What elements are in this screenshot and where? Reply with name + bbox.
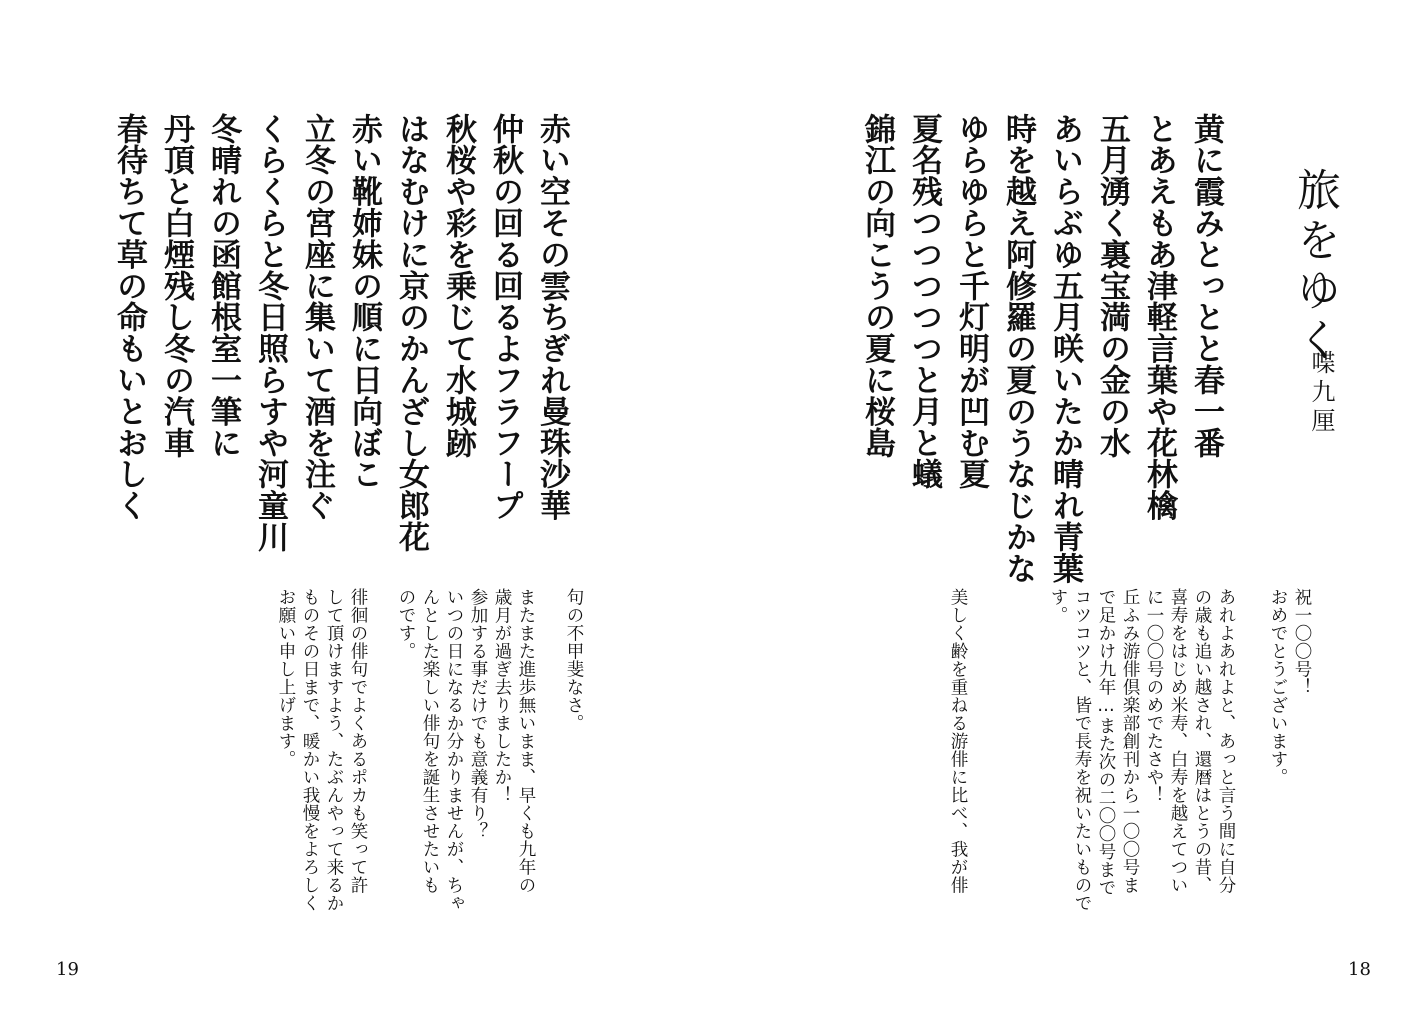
prose-line: して頂けますよう、たぶんやって来るか	[324, 588, 344, 912]
haiku-line: 丹頂と白煙残し冬の汽車	[158, 113, 194, 459]
page-number: 19	[56, 959, 79, 980]
haiku-line: 黄に霞みとっとと春一番	[1188, 113, 1224, 459]
prose-line: 参加する事だけでも意義有り？	[468, 588, 488, 840]
haiku-line: 錦江の向こうの夏に桜島	[859, 113, 895, 459]
prose-line: コツコツと、皆で長寿を祝いたいもので	[1072, 588, 1092, 912]
prose-line: 句の不甲斐なさ。	[564, 588, 584, 732]
haiku-line: 仲秋の回る回るよフラフープ	[487, 113, 523, 522]
prose-line: す。	[1048, 588, 1068, 624]
haiku-line: ゆらゆらと千灯明が凹む夏	[953, 113, 989, 490]
haiku-line: 赤い空その雲ちぎれ曼珠沙華	[534, 113, 570, 522]
prose-line: の歳も追い越され、還暦はとうの昔、	[1192, 588, 1212, 894]
haiku-line: 赤い靴姉妹の順に日向ぼこ	[346, 113, 382, 490]
prose-line: 徘徊の俳句でよくあるポカも笑って許	[348, 588, 368, 894]
haiku-line: はなむけに京のかんざし女郎花	[393, 113, 429, 553]
prose-line: のです。	[396, 588, 416, 660]
prose-line: いつの日になるか分かりませんが、ちゃ	[444, 588, 464, 912]
prose-line: 祝一〇〇号！	[1292, 588, 1312, 696]
page-number: 18	[1348, 959, 1371, 980]
prose-line: おめでとうございます。	[1268, 588, 1288, 786]
prose-line: 美しく齢を重ねる游俳に比べ、我が俳	[948, 588, 968, 894]
prose-line: またまた進歩無いまま、早くも九年の	[516, 588, 536, 894]
poem-title: 旅をゆく	[1289, 167, 1340, 367]
haiku-line: 冬晴れの函館根室一筆に	[205, 113, 241, 459]
haiku-line: 時を越え阿修羅の夏のうなじかな	[1000, 113, 1036, 584]
prose-line: んとした楽しい俳句を誕生させたいも	[420, 588, 440, 894]
prose-line: 喜寿をはじめ米寿、白寿を越えてつい	[1168, 588, 1188, 894]
haiku-line: 春待ちて草の命もいとおしく	[111, 113, 147, 522]
prose-line: お願い申し上げます。	[276, 588, 296, 768]
haiku-line: あいらぶゆ五月咲いたか晴れ青葉	[1047, 113, 1083, 584]
prose-line: あれよあれよと、あっと言う間に自分	[1216, 588, 1236, 894]
haiku-line: 秋桜や彩を乗じて水城跡	[440, 113, 476, 459]
author-name: 喋九厘	[1307, 350, 1335, 437]
prose-line: で足かけ九年…また次の二〇〇号まで	[1096, 588, 1116, 897]
prose-line: 丘ふみ游俳倶楽部創刊から一〇〇号ま	[1120, 588, 1140, 894]
haiku-line: 五月湧く裏宝満の金の水	[1094, 113, 1130, 459]
prose-line: に一〇〇号のめでたさや！	[1144, 588, 1164, 804]
haiku-line: くらくらと冬日照らすや河童川	[252, 113, 288, 553]
haiku-line: 夏名残つつつつつと月と蟻	[906, 113, 942, 490]
prose-line: 歳月が過ぎ去りましたか！	[492, 588, 512, 804]
haiku-line: とあえもあ津軽言葉や花林檎	[1141, 113, 1177, 522]
haiku-line: 立冬の宮座に集いて酒を注ぐ	[299, 113, 335, 522]
prose-line: ものその日まで、暖かい我慢をよろしく	[300, 588, 320, 912]
